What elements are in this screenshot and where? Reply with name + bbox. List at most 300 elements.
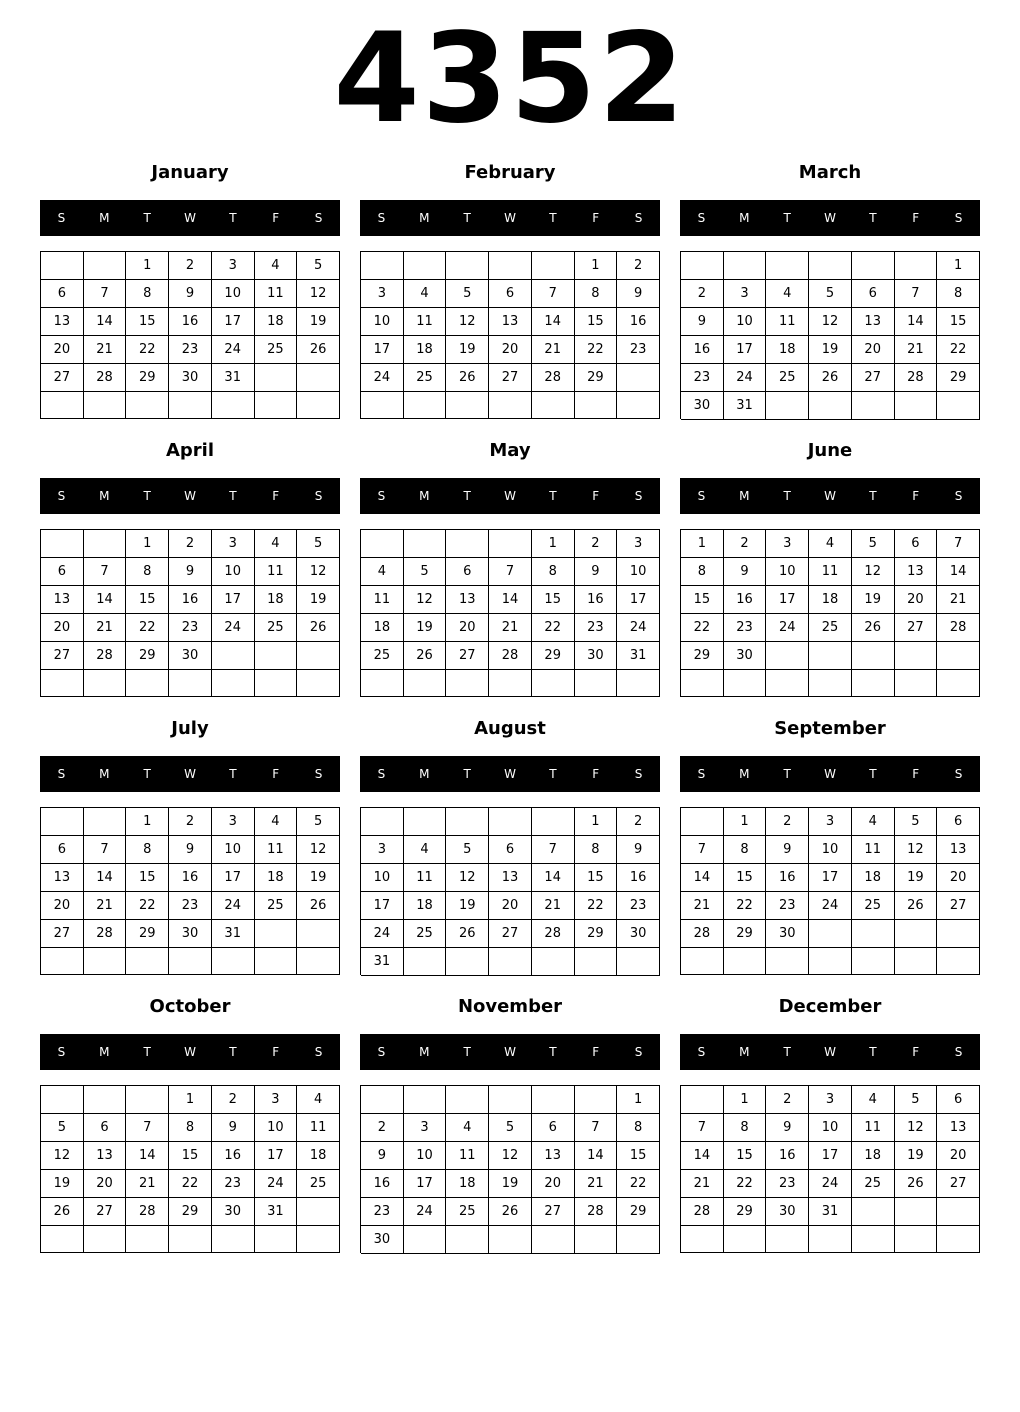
day-cell: 15 xyxy=(169,1142,212,1170)
day-cell: 21 xyxy=(532,892,575,920)
weekday-label: F xyxy=(592,1045,600,1059)
day-cell: 25 xyxy=(361,642,404,670)
day-cell: 9 xyxy=(212,1114,255,1142)
weekday-label: T xyxy=(143,767,151,781)
day-cell: 9 xyxy=(575,558,618,586)
empty-day-cell xyxy=(681,808,724,836)
day-cell: 30 xyxy=(724,642,767,670)
empty-day-cell xyxy=(297,642,340,670)
day-cell: 26 xyxy=(404,642,447,670)
empty-day-cell xyxy=(489,1226,532,1254)
day-cell: 16 xyxy=(724,586,767,614)
empty-day-cell xyxy=(852,1198,895,1226)
empty-day-cell xyxy=(937,392,980,420)
day-cell: 11 xyxy=(809,558,852,586)
day-cell: 28 xyxy=(681,1198,724,1226)
day-grid xyxy=(360,807,660,975)
empty-day-cell xyxy=(446,1086,489,1114)
empty-day-cell xyxy=(852,392,895,420)
day-cell: 17 xyxy=(617,586,660,614)
day-cell: 16 xyxy=(681,336,724,364)
day-cell: 9 xyxy=(169,280,212,308)
day-cell: 2 xyxy=(169,808,212,836)
day-cell: 1 xyxy=(681,530,724,558)
day-cell: 10 xyxy=(212,836,255,864)
empty-day-cell xyxy=(895,670,938,697)
empty-day-cell xyxy=(212,392,255,419)
weekday-label: S xyxy=(377,1045,386,1059)
weekday-label: T xyxy=(869,489,877,503)
weekday-label: M xyxy=(99,211,110,225)
empty-day-cell xyxy=(297,670,340,697)
day-cell: 12 xyxy=(489,1142,532,1170)
day-cell: 23 xyxy=(361,1198,404,1226)
empty-day-cell xyxy=(361,808,404,836)
day-cell: 15 xyxy=(724,1142,767,1170)
empty-day-cell xyxy=(532,392,575,419)
day-cell: 5 xyxy=(41,1114,84,1142)
empty-day-cell xyxy=(937,1198,980,1226)
empty-day-cell xyxy=(212,642,255,670)
empty-day-cell xyxy=(489,808,532,836)
day-cell: 25 xyxy=(766,364,809,392)
day-cell: 6 xyxy=(489,836,532,864)
day-cell: 20 xyxy=(41,614,84,642)
weekday-label: F xyxy=(272,211,280,225)
day-cell: 16 xyxy=(169,586,212,614)
weekday-label: M xyxy=(99,489,110,503)
day-cell: 10 xyxy=(404,1142,447,1170)
day-cell: 16 xyxy=(212,1142,255,1170)
empty-day-cell xyxy=(212,948,255,975)
day-cell: 2 xyxy=(617,252,660,280)
day-cell: 28 xyxy=(126,1198,169,1226)
day-cell: 27 xyxy=(532,1198,575,1226)
day-cell: 16 xyxy=(169,308,212,336)
day-cell: 18 xyxy=(255,586,298,614)
weekday-label: S xyxy=(954,211,963,225)
day-cell: 15 xyxy=(937,308,980,336)
day-cell: 15 xyxy=(724,864,767,892)
day-cell: 2 xyxy=(169,530,212,558)
month-name: August xyxy=(474,718,546,739)
empty-day-cell xyxy=(766,642,809,670)
day-cell: 21 xyxy=(532,336,575,364)
day-cell: 1 xyxy=(126,252,169,280)
weekday-label: T xyxy=(783,211,791,225)
month-name: November xyxy=(457,996,563,1017)
day-cell: 14 xyxy=(84,586,127,614)
empty-day-cell xyxy=(41,948,84,975)
empty-day-cell xyxy=(212,1226,255,1253)
empty-day-cell xyxy=(575,392,618,419)
day-cell: 11 xyxy=(852,836,895,864)
day-cell: 26 xyxy=(446,920,489,948)
weekday-label: M xyxy=(99,1045,110,1059)
day-cell: 2 xyxy=(169,252,212,280)
day-cell: 22 xyxy=(126,892,169,920)
weekday-label: S xyxy=(57,211,66,225)
day-cell: 19 xyxy=(446,336,489,364)
day-cell: 23 xyxy=(617,892,660,920)
day-cell: 16 xyxy=(617,308,660,336)
day-cell: 13 xyxy=(41,586,84,614)
empty-day-cell xyxy=(809,670,852,697)
day-cell: 7 xyxy=(84,836,127,864)
empty-day-cell xyxy=(532,1226,575,1254)
empty-day-cell xyxy=(446,948,489,976)
day-cell: 17 xyxy=(809,864,852,892)
day-cell: 19 xyxy=(895,864,938,892)
day-cell: 19 xyxy=(297,308,340,336)
day-cell: 24 xyxy=(766,614,809,642)
day-cell: 29 xyxy=(126,642,169,670)
empty-day-cell xyxy=(766,948,809,975)
day-cell: 31 xyxy=(255,1198,298,1226)
empty-day-cell xyxy=(895,1226,938,1253)
day-cell: 17 xyxy=(361,892,404,920)
empty-day-cell xyxy=(297,948,340,975)
weekday-label: S xyxy=(634,489,643,503)
day-cell: 2 xyxy=(766,1086,809,1114)
weekday-label: T xyxy=(229,211,237,225)
weekday-label: M xyxy=(419,211,430,225)
day-cell: 19 xyxy=(297,864,340,892)
weekday-label: S xyxy=(954,767,963,781)
empty-day-cell xyxy=(404,1086,447,1114)
empty-day-cell xyxy=(361,1086,404,1114)
day-cell: 14 xyxy=(126,1142,169,1170)
day-cell: 8 xyxy=(937,280,980,308)
day-cell: 1 xyxy=(126,530,169,558)
weekday-label: T xyxy=(869,1045,877,1059)
day-cell: 21 xyxy=(895,336,938,364)
day-cell: 1 xyxy=(724,808,767,836)
empty-day-cell xyxy=(84,1226,127,1253)
day-cell: 5 xyxy=(297,252,340,280)
day-cell: 7 xyxy=(532,280,575,308)
day-cell: 17 xyxy=(361,336,404,364)
day-cell: 23 xyxy=(766,1170,809,1198)
weekday-header xyxy=(360,756,660,792)
day-cell: 26 xyxy=(895,1170,938,1198)
day-cell: 8 xyxy=(126,280,169,308)
day-cell: 21 xyxy=(575,1170,618,1198)
day-cell: 13 xyxy=(446,586,489,614)
weekday-header xyxy=(360,200,660,236)
day-cell: 23 xyxy=(617,336,660,364)
day-cell: 28 xyxy=(681,920,724,948)
weekday-label: S xyxy=(57,489,66,503)
day-cell: 20 xyxy=(446,614,489,642)
day-cell: 7 xyxy=(489,558,532,586)
weekday-label: S xyxy=(377,767,386,781)
empty-day-cell xyxy=(895,920,938,948)
day-cell: 5 xyxy=(895,808,938,836)
day-cell: 22 xyxy=(575,892,618,920)
day-grid xyxy=(40,807,340,975)
day-cell: 3 xyxy=(212,530,255,558)
day-cell: 26 xyxy=(809,364,852,392)
day-cell: 5 xyxy=(446,836,489,864)
empty-day-cell xyxy=(724,252,767,280)
empty-day-cell xyxy=(361,530,404,558)
empty-day-cell xyxy=(766,1226,809,1253)
day-cell: 18 xyxy=(852,864,895,892)
day-grid xyxy=(40,251,340,419)
empty-day-cell xyxy=(255,948,298,975)
weekday-header xyxy=(40,1034,340,1070)
day-cell: 22 xyxy=(126,614,169,642)
day-cell: 3 xyxy=(212,808,255,836)
weekday-label: M xyxy=(739,489,750,503)
day-cell: 24 xyxy=(809,1170,852,1198)
weekday-label: F xyxy=(592,767,600,781)
empty-day-cell xyxy=(297,392,340,419)
day-cell: 27 xyxy=(41,920,84,948)
day-cell: 25 xyxy=(852,892,895,920)
empty-day-cell xyxy=(297,920,340,948)
day-cell: 3 xyxy=(361,280,404,308)
empty-day-cell xyxy=(895,252,938,280)
empty-day-cell xyxy=(575,1086,618,1114)
empty-day-cell xyxy=(404,252,447,280)
day-cell: 27 xyxy=(489,364,532,392)
weekday-label: T xyxy=(463,489,471,503)
day-cell: 21 xyxy=(681,1170,724,1198)
empty-day-cell xyxy=(852,670,895,697)
day-cell: 14 xyxy=(681,1142,724,1170)
day-cell: 6 xyxy=(489,280,532,308)
day-cell: 2 xyxy=(212,1086,255,1114)
day-cell: 25 xyxy=(852,1170,895,1198)
day-cell: 20 xyxy=(489,892,532,920)
empty-day-cell xyxy=(852,252,895,280)
empty-day-cell xyxy=(937,642,980,670)
day-cell: 1 xyxy=(126,808,169,836)
day-cell: 25 xyxy=(446,1198,489,1226)
weekday-label: S xyxy=(697,767,706,781)
day-cell: 6 xyxy=(41,280,84,308)
day-cell: 21 xyxy=(84,892,127,920)
day-cell: 4 xyxy=(255,530,298,558)
empty-day-cell xyxy=(681,670,724,697)
day-cell: 19 xyxy=(297,586,340,614)
empty-day-cell xyxy=(84,948,127,975)
day-cell: 12 xyxy=(852,558,895,586)
day-cell: 11 xyxy=(404,864,447,892)
day-cell: 29 xyxy=(617,1198,660,1226)
day-cell: 6 xyxy=(852,280,895,308)
day-cell: 13 xyxy=(532,1142,575,1170)
weekday-label: S xyxy=(697,211,706,225)
day-cell: 10 xyxy=(809,1114,852,1142)
empty-day-cell xyxy=(617,670,660,697)
day-cell: 5 xyxy=(297,808,340,836)
empty-day-cell xyxy=(41,808,84,836)
day-cell: 18 xyxy=(255,864,298,892)
day-cell: 4 xyxy=(361,558,404,586)
weekday-label: T xyxy=(463,211,471,225)
empty-day-cell xyxy=(937,920,980,948)
month-name: September xyxy=(774,718,886,739)
day-cell: 16 xyxy=(169,864,212,892)
day-cell: 4 xyxy=(404,836,447,864)
day-cell: 25 xyxy=(255,336,298,364)
day-cell: 23 xyxy=(169,336,212,364)
day-cell: 29 xyxy=(575,364,618,392)
day-cell: 24 xyxy=(617,614,660,642)
day-cell: 11 xyxy=(852,1114,895,1142)
day-cell: 17 xyxy=(212,864,255,892)
empty-day-cell xyxy=(489,252,532,280)
day-cell: 5 xyxy=(297,530,340,558)
weekday-label: W xyxy=(184,211,196,225)
day-cell: 22 xyxy=(617,1170,660,1198)
day-cell: 4 xyxy=(404,280,447,308)
day-cell: 3 xyxy=(361,836,404,864)
day-cell: 12 xyxy=(446,864,489,892)
day-cell: 28 xyxy=(532,364,575,392)
day-cell: 29 xyxy=(575,920,618,948)
weekday-label: W xyxy=(504,767,516,781)
empty-day-cell xyxy=(617,392,660,419)
empty-day-cell xyxy=(724,1226,767,1253)
day-cell: 23 xyxy=(169,614,212,642)
day-cell: 2 xyxy=(361,1114,404,1142)
empty-day-cell xyxy=(297,1198,340,1226)
weekday-label: S xyxy=(954,1045,963,1059)
day-cell: 8 xyxy=(126,836,169,864)
day-cell: 24 xyxy=(361,920,404,948)
empty-day-cell xyxy=(41,1086,84,1114)
day-cell: 24 xyxy=(361,364,404,392)
day-cell: 5 xyxy=(895,1086,938,1114)
weekday-label: S xyxy=(314,211,323,225)
day-cell: 3 xyxy=(404,1114,447,1142)
day-cell: 22 xyxy=(724,1170,767,1198)
day-cell: 25 xyxy=(297,1170,340,1198)
day-cell: 12 xyxy=(297,558,340,586)
day-cell: 13 xyxy=(937,1114,980,1142)
day-cell: 15 xyxy=(575,864,618,892)
day-grid xyxy=(360,529,660,697)
weekday-label: F xyxy=(912,767,920,781)
empty-day-cell xyxy=(404,392,447,419)
day-cell: 26 xyxy=(895,892,938,920)
day-cell: 9 xyxy=(617,280,660,308)
day-cell: 14 xyxy=(895,308,938,336)
weekday-label: S xyxy=(634,767,643,781)
day-cell: 6 xyxy=(937,1086,980,1114)
empty-day-cell xyxy=(895,642,938,670)
day-cell: 7 xyxy=(681,1114,724,1142)
day-cell: 20 xyxy=(489,336,532,364)
empty-day-cell xyxy=(446,1226,489,1254)
day-cell: 25 xyxy=(255,892,298,920)
day-cell: 30 xyxy=(575,642,618,670)
day-cell: 22 xyxy=(126,336,169,364)
weekday-label: W xyxy=(184,767,196,781)
weekday-label: T xyxy=(869,767,877,781)
empty-day-cell xyxy=(852,920,895,948)
day-cell: 27 xyxy=(84,1198,127,1226)
weekday-label: T xyxy=(143,1045,151,1059)
empty-day-cell xyxy=(681,1086,724,1114)
day-cell: 10 xyxy=(724,308,767,336)
day-cell: 4 xyxy=(297,1086,340,1114)
empty-day-cell xyxy=(446,808,489,836)
day-cell: 6 xyxy=(41,836,84,864)
day-cell: 30 xyxy=(169,364,212,392)
weekday-label: M xyxy=(99,767,110,781)
day-cell: 1 xyxy=(169,1086,212,1114)
day-cell: 14 xyxy=(84,864,127,892)
weekday-label: S xyxy=(57,1045,66,1059)
empty-day-cell xyxy=(446,252,489,280)
day-cell: 21 xyxy=(489,614,532,642)
day-cell: 5 xyxy=(489,1114,532,1142)
day-cell: 16 xyxy=(766,864,809,892)
weekday-label: W xyxy=(184,1045,196,1059)
empty-day-cell xyxy=(489,1086,532,1114)
empty-day-cell xyxy=(895,1198,938,1226)
empty-day-cell xyxy=(617,364,660,392)
day-grid xyxy=(40,1085,340,1253)
day-cell: 7 xyxy=(532,836,575,864)
day-cell: 15 xyxy=(126,308,169,336)
empty-day-cell xyxy=(681,1226,724,1253)
day-cell: 14 xyxy=(532,864,575,892)
day-cell: 2 xyxy=(766,808,809,836)
day-cell: 5 xyxy=(404,558,447,586)
day-grid xyxy=(40,529,340,697)
day-cell: 28 xyxy=(895,364,938,392)
day-cell: 13 xyxy=(41,308,84,336)
weekday-label: W xyxy=(504,211,516,225)
day-cell: 6 xyxy=(532,1114,575,1142)
month-name: March xyxy=(798,162,862,183)
empty-day-cell xyxy=(361,392,404,419)
weekday-label: T xyxy=(143,211,151,225)
day-cell: 8 xyxy=(724,1114,767,1142)
empty-day-cell xyxy=(404,948,447,976)
weekday-label: F xyxy=(272,1045,280,1059)
day-cell: 18 xyxy=(809,586,852,614)
empty-day-cell xyxy=(809,392,852,420)
day-cell: 28 xyxy=(489,642,532,670)
month-name: January xyxy=(151,162,229,183)
empty-day-cell xyxy=(937,1226,980,1253)
day-cell: 20 xyxy=(852,336,895,364)
weekday-label: W xyxy=(184,489,196,503)
empty-day-cell xyxy=(126,392,169,419)
day-cell: 23 xyxy=(766,892,809,920)
day-grid xyxy=(680,807,980,975)
day-cell: 23 xyxy=(681,364,724,392)
day-cell: 6 xyxy=(937,808,980,836)
weekday-label: S xyxy=(57,767,66,781)
day-cell: 20 xyxy=(41,892,84,920)
day-cell: 1 xyxy=(724,1086,767,1114)
weekday-label: F xyxy=(912,211,920,225)
weekday-label: S xyxy=(697,489,706,503)
day-cell: 14 xyxy=(84,308,127,336)
day-cell: 30 xyxy=(617,920,660,948)
empty-day-cell xyxy=(404,808,447,836)
day-cell: 21 xyxy=(681,892,724,920)
day-cell: 13 xyxy=(489,308,532,336)
